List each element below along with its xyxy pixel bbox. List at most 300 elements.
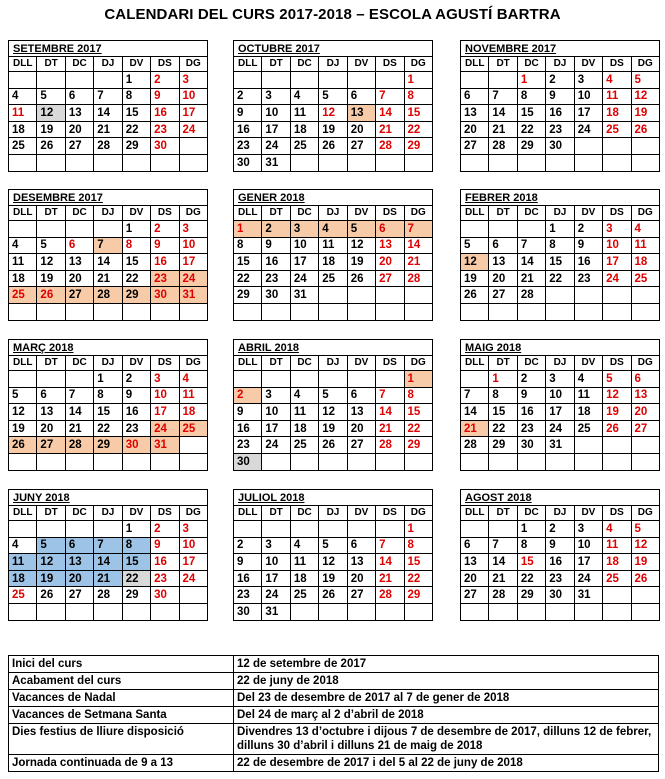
day-cell: 7 (461, 387, 489, 404)
day-cell: 10 (179, 88, 207, 105)
weekday-header: DC (290, 506, 318, 521)
weekday-header: DC (65, 506, 93, 521)
empty-cell (179, 587, 207, 604)
weekday-header: DV (122, 206, 150, 221)
day-cell: 21 (489, 121, 517, 138)
month-name: GENER 2018 (234, 190, 433, 206)
empty-cell (65, 72, 93, 89)
day-cell: 12 (461, 254, 489, 271)
day-cell: 12 (347, 237, 375, 254)
day-cell: 11 (179, 387, 207, 404)
weekday-header: DJ (94, 206, 122, 221)
weekday-header: DJ (546, 506, 574, 521)
empty-cell (376, 521, 404, 538)
day-cell: 24 (290, 270, 318, 287)
day-cell: 14 (94, 105, 122, 122)
empty-cell (489, 453, 517, 470)
day-cell: 30 (262, 287, 290, 304)
empty-cell (376, 72, 404, 89)
day-cell: 8 (94, 387, 122, 404)
day-cell: 18 (574, 404, 602, 421)
day-cell: 20 (631, 404, 659, 421)
day-cell: 1 (122, 72, 150, 89)
weekday-header: DV (574, 356, 602, 371)
weekday-header: DJ (546, 206, 574, 221)
weekday-header: DV (347, 356, 375, 371)
day-cell: 6 (376, 221, 404, 238)
empty-cell (122, 303, 150, 320)
month-calendar (8, 40, 208, 172)
day-cell: 4 (603, 521, 631, 538)
day-cell: 26 (603, 420, 631, 437)
info-row (9, 673, 659, 690)
day-cell: 2 (517, 371, 545, 388)
empty-cell (603, 303, 631, 320)
day-cell: 11 (9, 105, 37, 122)
day-cell: 17 (262, 420, 290, 437)
empty-cell (122, 453, 150, 470)
empty-cell (347, 303, 375, 320)
day-cell: 8 (234, 237, 262, 254)
empty-cell (65, 453, 93, 470)
day-cell: 14 (489, 554, 517, 571)
weekday-header: DV (122, 57, 150, 72)
empty-cell (517, 453, 545, 470)
day-cell: 17 (262, 570, 290, 587)
day-cell: 28 (94, 587, 122, 604)
empty-cell (94, 603, 122, 620)
weekday-header: DT (262, 206, 290, 221)
weekday-header: DG (404, 57, 432, 72)
empty-cell (347, 453, 375, 470)
day-cell: 25 (603, 570, 631, 587)
empty-cell (94, 72, 122, 89)
weekday-header: DS (603, 506, 631, 521)
day-cell: 11 (9, 254, 37, 271)
day-cell: 9 (151, 88, 179, 105)
day-cell: 3 (574, 72, 602, 89)
day-cell: 8 (122, 237, 150, 254)
day-cell: 1 (404, 72, 432, 89)
day-cell: 11 (603, 537, 631, 554)
day-cell: 20 (347, 121, 375, 138)
day-cell: 31 (262, 603, 290, 620)
day-cell: 6 (631, 371, 659, 388)
weekday-header: DLL (9, 506, 37, 521)
day-cell: 27 (65, 138, 93, 155)
month-calendar (233, 40, 433, 172)
day-cell: 19 (37, 570, 65, 587)
day-cell: 26 (319, 587, 347, 604)
empty-cell (603, 287, 631, 304)
weekday-header: DT (262, 506, 290, 521)
info-value: Del 23 de desembre de 2017 al 7 de gener de 2018 (234, 690, 659, 707)
empty-cell (37, 453, 65, 470)
day-cell: 29 (234, 287, 262, 304)
empty-cell (404, 453, 432, 470)
day-cell: 29 (94, 437, 122, 454)
day-cell: 8 (404, 387, 432, 404)
weekday-header: DV (122, 356, 150, 371)
weekday-header: DS (376, 356, 404, 371)
empty-cell (461, 72, 489, 89)
empty-cell (262, 303, 290, 320)
weekday-header: DS (376, 57, 404, 72)
day-cell: 27 (347, 437, 375, 454)
day-cell: 19 (603, 404, 631, 421)
day-cell: 23 (262, 270, 290, 287)
day-cell: 26 (631, 570, 659, 587)
day-cell: 3 (290, 221, 318, 238)
day-cell: 9 (517, 387, 545, 404)
day-cell: 31 (151, 437, 179, 454)
day-cell: 15 (122, 254, 150, 271)
weekday-header: DG (404, 356, 432, 371)
day-cell: 3 (262, 387, 290, 404)
day-cell: 2 (234, 88, 262, 105)
day-cell: 26 (9, 437, 37, 454)
empty-cell (37, 72, 65, 89)
month-calendar (460, 40, 660, 172)
weekday-header: DT (37, 206, 65, 221)
empty-cell (603, 603, 631, 620)
day-cell: 26 (319, 138, 347, 155)
day-cell: 21 (94, 121, 122, 138)
empty-cell (631, 453, 659, 470)
day-cell: 12 (37, 554, 65, 571)
empty-cell (489, 72, 517, 89)
day-cell: 4 (574, 371, 602, 388)
empty-cell (122, 603, 150, 620)
day-cell: 16 (262, 254, 290, 271)
weekday-header: DV (347, 206, 375, 221)
day-cell: 18 (603, 554, 631, 571)
day-cell: 27 (489, 287, 517, 304)
day-cell: 17 (574, 554, 602, 571)
empty-cell (290, 154, 318, 171)
day-cell: 10 (262, 404, 290, 421)
empty-cell (404, 287, 432, 304)
empty-cell (574, 154, 602, 171)
empty-cell (9, 371, 37, 388)
day-cell: 2 (262, 221, 290, 238)
month-name: JUNY 2018 (9, 490, 208, 506)
weekday-header: DT (489, 506, 517, 521)
day-cell: 18 (179, 404, 207, 421)
day-cell: 10 (603, 237, 631, 254)
day-cell: 27 (631, 420, 659, 437)
day-cell: 31 (546, 437, 574, 454)
weekday-header: DG (179, 57, 207, 72)
day-cell: 5 (631, 521, 659, 538)
day-cell: 22 (122, 570, 150, 587)
empty-cell (319, 603, 347, 620)
day-cell: 21 (376, 570, 404, 587)
month-name: SETEMBRE 2017 (9, 41, 208, 57)
day-cell: 19 (9, 420, 37, 437)
day-cell: 2 (151, 521, 179, 538)
day-cell: 20 (376, 254, 404, 271)
day-cell: 3 (179, 221, 207, 238)
day-cell: 23 (151, 270, 179, 287)
day-cell: 30 (517, 437, 545, 454)
info-row (9, 724, 659, 755)
weekday-header: DJ (94, 356, 122, 371)
day-cell: 23 (234, 437, 262, 454)
day-cell: 17 (546, 404, 574, 421)
day-cell: 15 (489, 404, 517, 421)
empty-cell (546, 603, 574, 620)
day-cell: 7 (65, 387, 93, 404)
day-cell: 26 (37, 287, 65, 304)
day-cell: 2 (574, 221, 602, 238)
empty-cell (489, 303, 517, 320)
empty-cell (234, 521, 262, 538)
day-cell: 31 (290, 287, 318, 304)
empty-cell (574, 437, 602, 454)
day-cell: 11 (290, 554, 318, 571)
weekday-header: DLL (234, 57, 262, 72)
empty-cell (179, 138, 207, 155)
day-cell: 16 (517, 404, 545, 421)
weekday-header: DJ (319, 356, 347, 371)
empty-cell (179, 154, 207, 171)
day-cell: 9 (574, 237, 602, 254)
empty-cell (319, 287, 347, 304)
day-cell: 7 (376, 88, 404, 105)
day-cell: 28 (404, 270, 432, 287)
day-cell: 28 (461, 437, 489, 454)
day-cell: 8 (404, 88, 432, 105)
empty-cell (179, 437, 207, 454)
info-label: Dies festius de lliure disposició (9, 724, 234, 755)
day-cell: 2 (122, 371, 150, 388)
day-cell: 29 (404, 437, 432, 454)
day-cell: 9 (234, 404, 262, 421)
day-cell: 13 (461, 554, 489, 571)
day-cell: 26 (347, 270, 375, 287)
month-name: AGOST 2018 (461, 490, 660, 506)
empty-cell (603, 453, 631, 470)
info-label: Vacances de Nadal (9, 690, 234, 707)
empty-cell (234, 303, 262, 320)
day-cell: 18 (9, 570, 37, 587)
empty-cell (461, 221, 489, 238)
empty-cell (290, 453, 318, 470)
weekday-header: DC (65, 206, 93, 221)
weekday-header: DT (37, 57, 65, 72)
weekday-header: DT (489, 206, 517, 221)
day-cell: 7 (517, 237, 545, 254)
day-cell: 14 (65, 404, 93, 421)
day-cell: 6 (37, 387, 65, 404)
day-cell: 14 (94, 254, 122, 271)
empty-cell (517, 603, 545, 620)
empty-cell (376, 287, 404, 304)
weekday-header: DLL (9, 356, 37, 371)
empty-cell (290, 521, 318, 538)
day-cell: 15 (404, 105, 432, 122)
day-cell: 18 (290, 420, 318, 437)
empty-cell (574, 303, 602, 320)
day-cell: 24 (603, 270, 631, 287)
info-row (9, 656, 659, 673)
empty-cell (603, 138, 631, 155)
day-cell: 22 (517, 121, 545, 138)
day-cell: 17 (603, 254, 631, 271)
weekday-header: DLL (234, 206, 262, 221)
day-cell: 3 (603, 221, 631, 238)
day-cell: 4 (603, 72, 631, 89)
day-cell: 10 (290, 237, 318, 254)
day-cell: 6 (461, 537, 489, 554)
empty-cell (290, 303, 318, 320)
day-cell: 21 (489, 570, 517, 587)
day-cell: 9 (262, 237, 290, 254)
empty-cell (376, 603, 404, 620)
day-cell: 15 (122, 554, 150, 571)
empty-cell (319, 72, 347, 89)
day-cell: 27 (37, 437, 65, 454)
day-cell: 21 (461, 420, 489, 437)
month-calendar (8, 489, 208, 621)
day-cell: 14 (517, 254, 545, 271)
empty-cell (9, 154, 37, 171)
empty-cell (631, 154, 659, 171)
empty-cell (517, 221, 545, 238)
day-cell: 13 (347, 404, 375, 421)
day-cell: 26 (37, 587, 65, 604)
empty-cell (290, 603, 318, 620)
empty-cell (94, 453, 122, 470)
day-cell: 31 (179, 287, 207, 304)
day-cell: 5 (347, 221, 375, 238)
empty-cell (546, 453, 574, 470)
day-cell: 19 (319, 420, 347, 437)
day-cell: 23 (234, 138, 262, 155)
day-cell: 31 (262, 154, 290, 171)
empty-cell (262, 521, 290, 538)
day-cell: 22 (546, 270, 574, 287)
day-cell: 1 (122, 521, 150, 538)
day-cell: 21 (65, 420, 93, 437)
empty-cell (151, 154, 179, 171)
day-cell: 14 (461, 404, 489, 421)
weekday-header: DLL (9, 206, 37, 221)
day-cell: 25 (290, 138, 318, 155)
day-cell: 25 (9, 587, 37, 604)
weekday-header: DS (603, 206, 631, 221)
empty-cell (319, 521, 347, 538)
day-cell: 20 (489, 270, 517, 287)
day-cell: 24 (546, 420, 574, 437)
empty-cell (9, 72, 37, 89)
day-cell: 23 (234, 587, 262, 604)
day-cell: 13 (347, 554, 375, 571)
day-cell: 4 (179, 371, 207, 388)
empty-cell (574, 603, 602, 620)
day-cell: 29 (122, 587, 150, 604)
day-cell: 20 (65, 121, 93, 138)
empty-cell (37, 371, 65, 388)
empty-cell (631, 287, 659, 304)
day-cell: 10 (151, 387, 179, 404)
day-cell: 16 (151, 254, 179, 271)
day-cell: 19 (631, 105, 659, 122)
day-cell: 20 (461, 121, 489, 138)
empty-cell (94, 221, 122, 238)
day-cell: 10 (262, 554, 290, 571)
day-cell: 15 (234, 254, 262, 271)
info-row (9, 690, 659, 707)
day-cell: 6 (347, 88, 375, 105)
day-cell: 8 (517, 537, 545, 554)
day-cell: 30 (234, 154, 262, 171)
day-cell: 14 (376, 404, 404, 421)
day-cell: 27 (347, 138, 375, 155)
day-cell: 28 (376, 437, 404, 454)
empty-cell (179, 453, 207, 470)
empty-cell (404, 603, 432, 620)
day-cell: 16 (234, 570, 262, 587)
day-cell: 5 (319, 387, 347, 404)
weekday-header: DS (376, 206, 404, 221)
info-label: Jornada continuada de 9 a 13 (9, 755, 234, 772)
empty-cell (179, 603, 207, 620)
empty-cell (376, 371, 404, 388)
day-cell: 29 (404, 587, 432, 604)
weekday-header: DT (489, 57, 517, 72)
weekday-header: DT (489, 356, 517, 371)
month-name: DESEMBRE 2017 (9, 190, 208, 206)
day-cell: 17 (179, 254, 207, 271)
day-cell: 7 (376, 537, 404, 554)
day-cell: 4 (9, 88, 37, 105)
empty-cell (151, 303, 179, 320)
empty-cell (65, 603, 93, 620)
weekday-header: DS (603, 57, 631, 72)
day-cell: 13 (347, 105, 375, 122)
day-cell: 24 (574, 570, 602, 587)
weekday-header: DV (574, 57, 602, 72)
day-cell: 15 (94, 404, 122, 421)
weekday-header: DC (517, 206, 545, 221)
weekday-header: DS (376, 506, 404, 521)
day-cell: 4 (631, 221, 659, 238)
empty-cell (574, 138, 602, 155)
day-cell: 14 (404, 237, 432, 254)
day-cell: 7 (489, 88, 517, 105)
empty-cell (9, 603, 37, 620)
empty-cell (94, 154, 122, 171)
weekday-header: DG (179, 506, 207, 521)
info-value: Divendres 13 d’octubre i dijous 7 de desembre de 2017, dilluns 12 de febrer, dilluns 30 d’abril i dilluns 21 de maig de 2018 (234, 724, 659, 755)
day-cell: 18 (9, 270, 37, 287)
day-cell: 12 (631, 537, 659, 554)
weekday-header: DLL (9, 57, 37, 72)
day-cell: 16 (151, 554, 179, 571)
day-cell: 10 (179, 237, 207, 254)
day-cell: 1 (122, 221, 150, 238)
empty-cell (37, 154, 65, 171)
day-cell: 16 (574, 254, 602, 271)
weekday-header: DG (631, 506, 659, 521)
weekday-header: DT (262, 57, 290, 72)
empty-cell (65, 303, 93, 320)
empty-cell (546, 154, 574, 171)
day-cell: 9 (122, 387, 150, 404)
day-cell: 13 (376, 237, 404, 254)
